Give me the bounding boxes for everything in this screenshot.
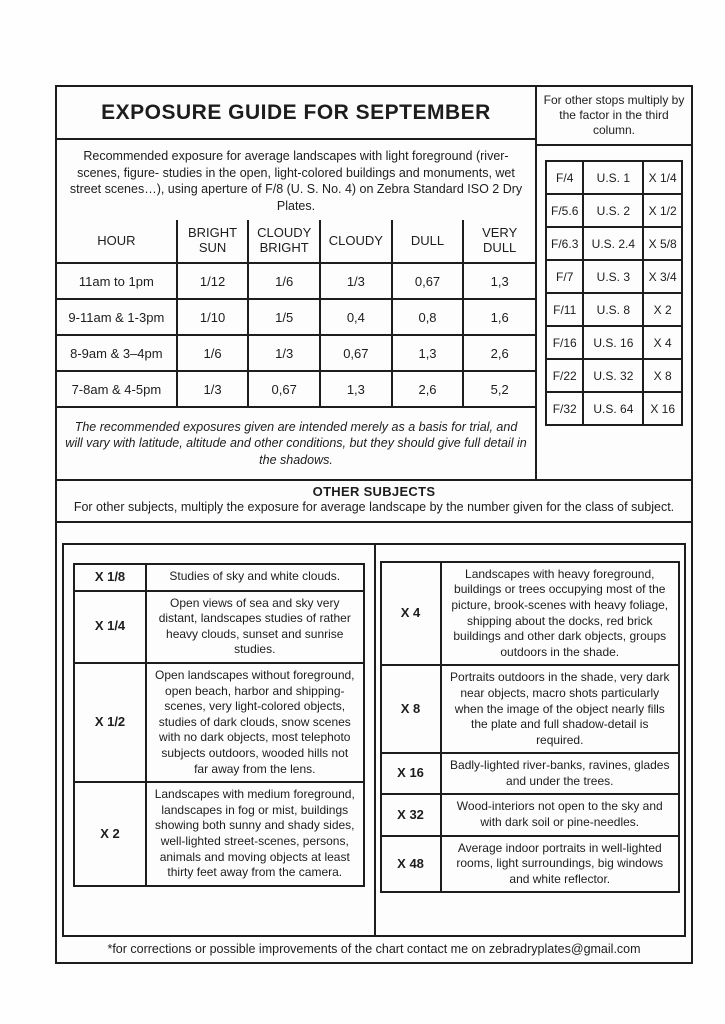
fstop-cell: F/5.6 [546, 194, 583, 227]
main-left-column [57, 87, 537, 479]
factor-cell: X 5/8 [643, 227, 682, 260]
subject-description-cell: Badly-lighted river-banks, ravines, glades and under the trees. [441, 753, 679, 794]
subject-row [74, 564, 364, 591]
subject-factor-cell: X 1/8 [74, 564, 146, 591]
fstop-cell: F/22 [546, 359, 583, 392]
hour-cell: 8-9am & 3–4pm [57, 335, 177, 371]
exposure-value-cell: 1,3 [320, 371, 392, 407]
exposure-value-cell: 1,6 [463, 299, 535, 335]
us-number-cell: U.S. 16 [583, 326, 643, 359]
exposure-value-cell: 0,8 [392, 299, 464, 335]
subject-description-cell: Average indoor portraits in well-lighted rooms, light surroundings, big windows and white reflector. [441, 836, 679, 893]
subject-row [381, 665, 679, 753]
subject-description-cell: Portraits outdoors in the shade, very dark near objects, macro shots particularly when the image of the object nearly fills the plate and full shadow-detail is required. [441, 665, 679, 753]
exposure-header-row [57, 220, 535, 263]
exposure-value-cell: 2,6 [463, 335, 535, 371]
factor-cell: X 4 [643, 326, 682, 359]
fstop-cell: F/6.3 [546, 227, 583, 260]
exposure-value-cell: 0,4 [320, 299, 392, 335]
us-number-cell: U.S. 1 [583, 161, 643, 194]
stops-note: For other stops multiply by the factor in the third column. [537, 87, 691, 146]
hour-cell: 11am to 1pm [57, 263, 177, 299]
subject-row [74, 591, 364, 663]
us-number-cell: U.S. 2.4 [583, 227, 643, 260]
exposure-value-cell: 2,6 [392, 371, 464, 407]
other-subjects-section [57, 481, 691, 523]
subject-row [74, 663, 364, 782]
subject-description-cell: Studies of sky and white clouds. [146, 564, 364, 591]
subjects-container [62, 543, 686, 937]
subject-factor-cell: X 1/4 [74, 591, 146, 663]
stops-row [546, 359, 682, 392]
title-box [57, 87, 535, 140]
exposure-value-cell: 1/3 [177, 371, 249, 407]
subject-description-cell: Landscapes with heavy foreground, buildings or trees occupying most of the picture, brook-scenes with heavy foliage, shipping about the docks, red brick buildings and other dark objects, groups outdoors in the shade. [441, 562, 679, 666]
exposure-value-cell: 0,67 [248, 371, 320, 407]
trial-note: The recommended exposures given are intended merely as a basis for trial, and will vary with latitude, altitude and other conditions, but they should give full detail in the shadows. [65, 420, 527, 467]
subject-description-cell: Open landscapes without foreground, open beach, harbor and shipping-scenes, very light-colored objects, studies of dark clouds, snow scenes with no dark objects, most telephoto subjects outdoors, wooded hills not far away from the lens. [146, 663, 364, 782]
factor-cell: X 8 [643, 359, 682, 392]
subjects-right-body [381, 562, 679, 893]
subject-factor-cell: X 8 [381, 665, 441, 753]
factor-cell: X 16 [643, 392, 682, 425]
other-subjects-description: For other subjects, multiply the exposure for average landscape by the number given for the class of subject. [73, 499, 675, 514]
subject-factor-cell: X 48 [381, 836, 441, 893]
subject-factor-cell: X 2 [74, 782, 146, 886]
subject-factor-cell: X 4 [381, 562, 441, 666]
subjects-area [57, 523, 691, 937]
subjects-table-left [73, 563, 365, 887]
exposure-value-cell: 1/5 [248, 299, 320, 335]
fstop-cell: F/4 [546, 161, 583, 194]
factor-cell: X 1/2 [643, 194, 682, 227]
exposure-row [57, 263, 535, 299]
fstop-cell: F/7 [546, 260, 583, 293]
subject-row [381, 562, 679, 666]
exposure-col-header: VERY DULL [463, 220, 535, 263]
factor-cell: X 3/4 [643, 260, 682, 293]
stops-row [546, 326, 682, 359]
us-number-cell: U.S. 8 [583, 293, 643, 326]
us-number-cell: U.S. 64 [583, 392, 643, 425]
stops-row [546, 293, 682, 326]
exposure-row [57, 335, 535, 371]
exposure-col-header: CLOUDY [320, 220, 392, 263]
us-number-cell: U.S. 2 [583, 194, 643, 227]
stops-table-wrap [537, 146, 691, 436]
exposure-table-body [57, 220, 535, 407]
subject-factor-cell: X 16 [381, 753, 441, 794]
exposure-guide-sheet [55, 85, 693, 964]
top-section [57, 87, 691, 481]
exposure-value-cell: 5,2 [463, 371, 535, 407]
subjects-right-half [376, 545, 684, 935]
exposure-value-cell: 1,3 [392, 335, 464, 371]
exposure-value-cell: 1,3 [463, 263, 535, 299]
exposure-col-header: BRIGHT SUN [177, 220, 249, 263]
fstop-cell: F/32 [546, 392, 583, 425]
subject-description-cell: Wood-interiors not open to the sky and with dark soil or pine-needles. [441, 794, 679, 835]
stops-column [537, 87, 691, 479]
subject-description-cell: Landscapes with medium foreground, landscapes in fog or mist, buildings showing both sunny and shady sides, well-lighted street-scenes, persons, animals and moving objects at least thirty feet away from the camera. [146, 782, 364, 886]
subject-factor-cell: X 1/2 [74, 663, 146, 782]
exposure-table [57, 220, 535, 408]
exposure-value-cell: 1/10 [177, 299, 249, 335]
subject-factor-cell: X 32 [381, 794, 441, 835]
stops-table [545, 160, 683, 426]
exposure-value-cell: 1/3 [248, 335, 320, 371]
exposure-value-cell: 1/6 [177, 335, 249, 371]
subject-description-cell: Open views of sea and sky very distant, landscapes studies of rather heavy clouds, sunset and sunrise studies. [146, 591, 364, 663]
subject-row [381, 836, 679, 893]
stops-row [546, 194, 682, 227]
exposure-col-header: DULL [392, 220, 464, 263]
page-title: EXPOSURE GUIDE FOR SEPTEMBER [101, 100, 491, 124]
exposure-col-header: CLOUDY BRIGHT [248, 220, 320, 263]
exposure-value-cell: 0,67 [392, 263, 464, 299]
fstop-cell: F/11 [546, 293, 583, 326]
exposure-value-cell: 1/12 [177, 263, 249, 299]
other-subjects-heading: OTHER SUBJECTS [312, 483, 436, 499]
hour-cell: 7-8am & 4-5pm [57, 371, 177, 407]
subject-row [74, 782, 364, 886]
stops-row [546, 161, 682, 194]
fstop-cell: F/16 [546, 326, 583, 359]
intro-text: Recommended exposure for average landscapes with light foreground (river-scenes, figure- studies in the open, light-colored buildings and monuments, wet street scenes…), using aperture of F/8 (U. S. No. 4) on Zebra Standard ISO 2 Dry Plates. [69, 149, 523, 213]
us-number-cell: U.S. 32 [583, 359, 643, 392]
factor-cell: X 1/4 [643, 161, 682, 194]
exposure-value-cell: 1/6 [248, 263, 320, 299]
exposure-col-header: HOUR [57, 220, 177, 263]
stops-row [546, 392, 682, 425]
us-number-cell: U.S. 3 [583, 260, 643, 293]
contact-footer: *for corrections or possible improvements of the chart contact me on zebradryplates@gmail.com [107, 941, 641, 956]
subjects-left-body [74, 564, 364, 886]
subject-row [381, 753, 679, 794]
exposure-row [57, 299, 535, 335]
stops-row [546, 260, 682, 293]
hour-cell: 9-11am & 1-3pm [57, 299, 177, 335]
exposure-value-cell: 0,67 [320, 335, 392, 371]
subjects-table-right [380, 561, 680, 894]
stops-row [546, 227, 682, 260]
exposure-row [57, 371, 535, 407]
factor-cell: X 2 [643, 293, 682, 326]
exposure-value-cell: 1/3 [320, 263, 392, 299]
subject-row [381, 794, 679, 835]
subjects-left-half [64, 545, 376, 935]
stops-table-body [546, 161, 682, 425]
